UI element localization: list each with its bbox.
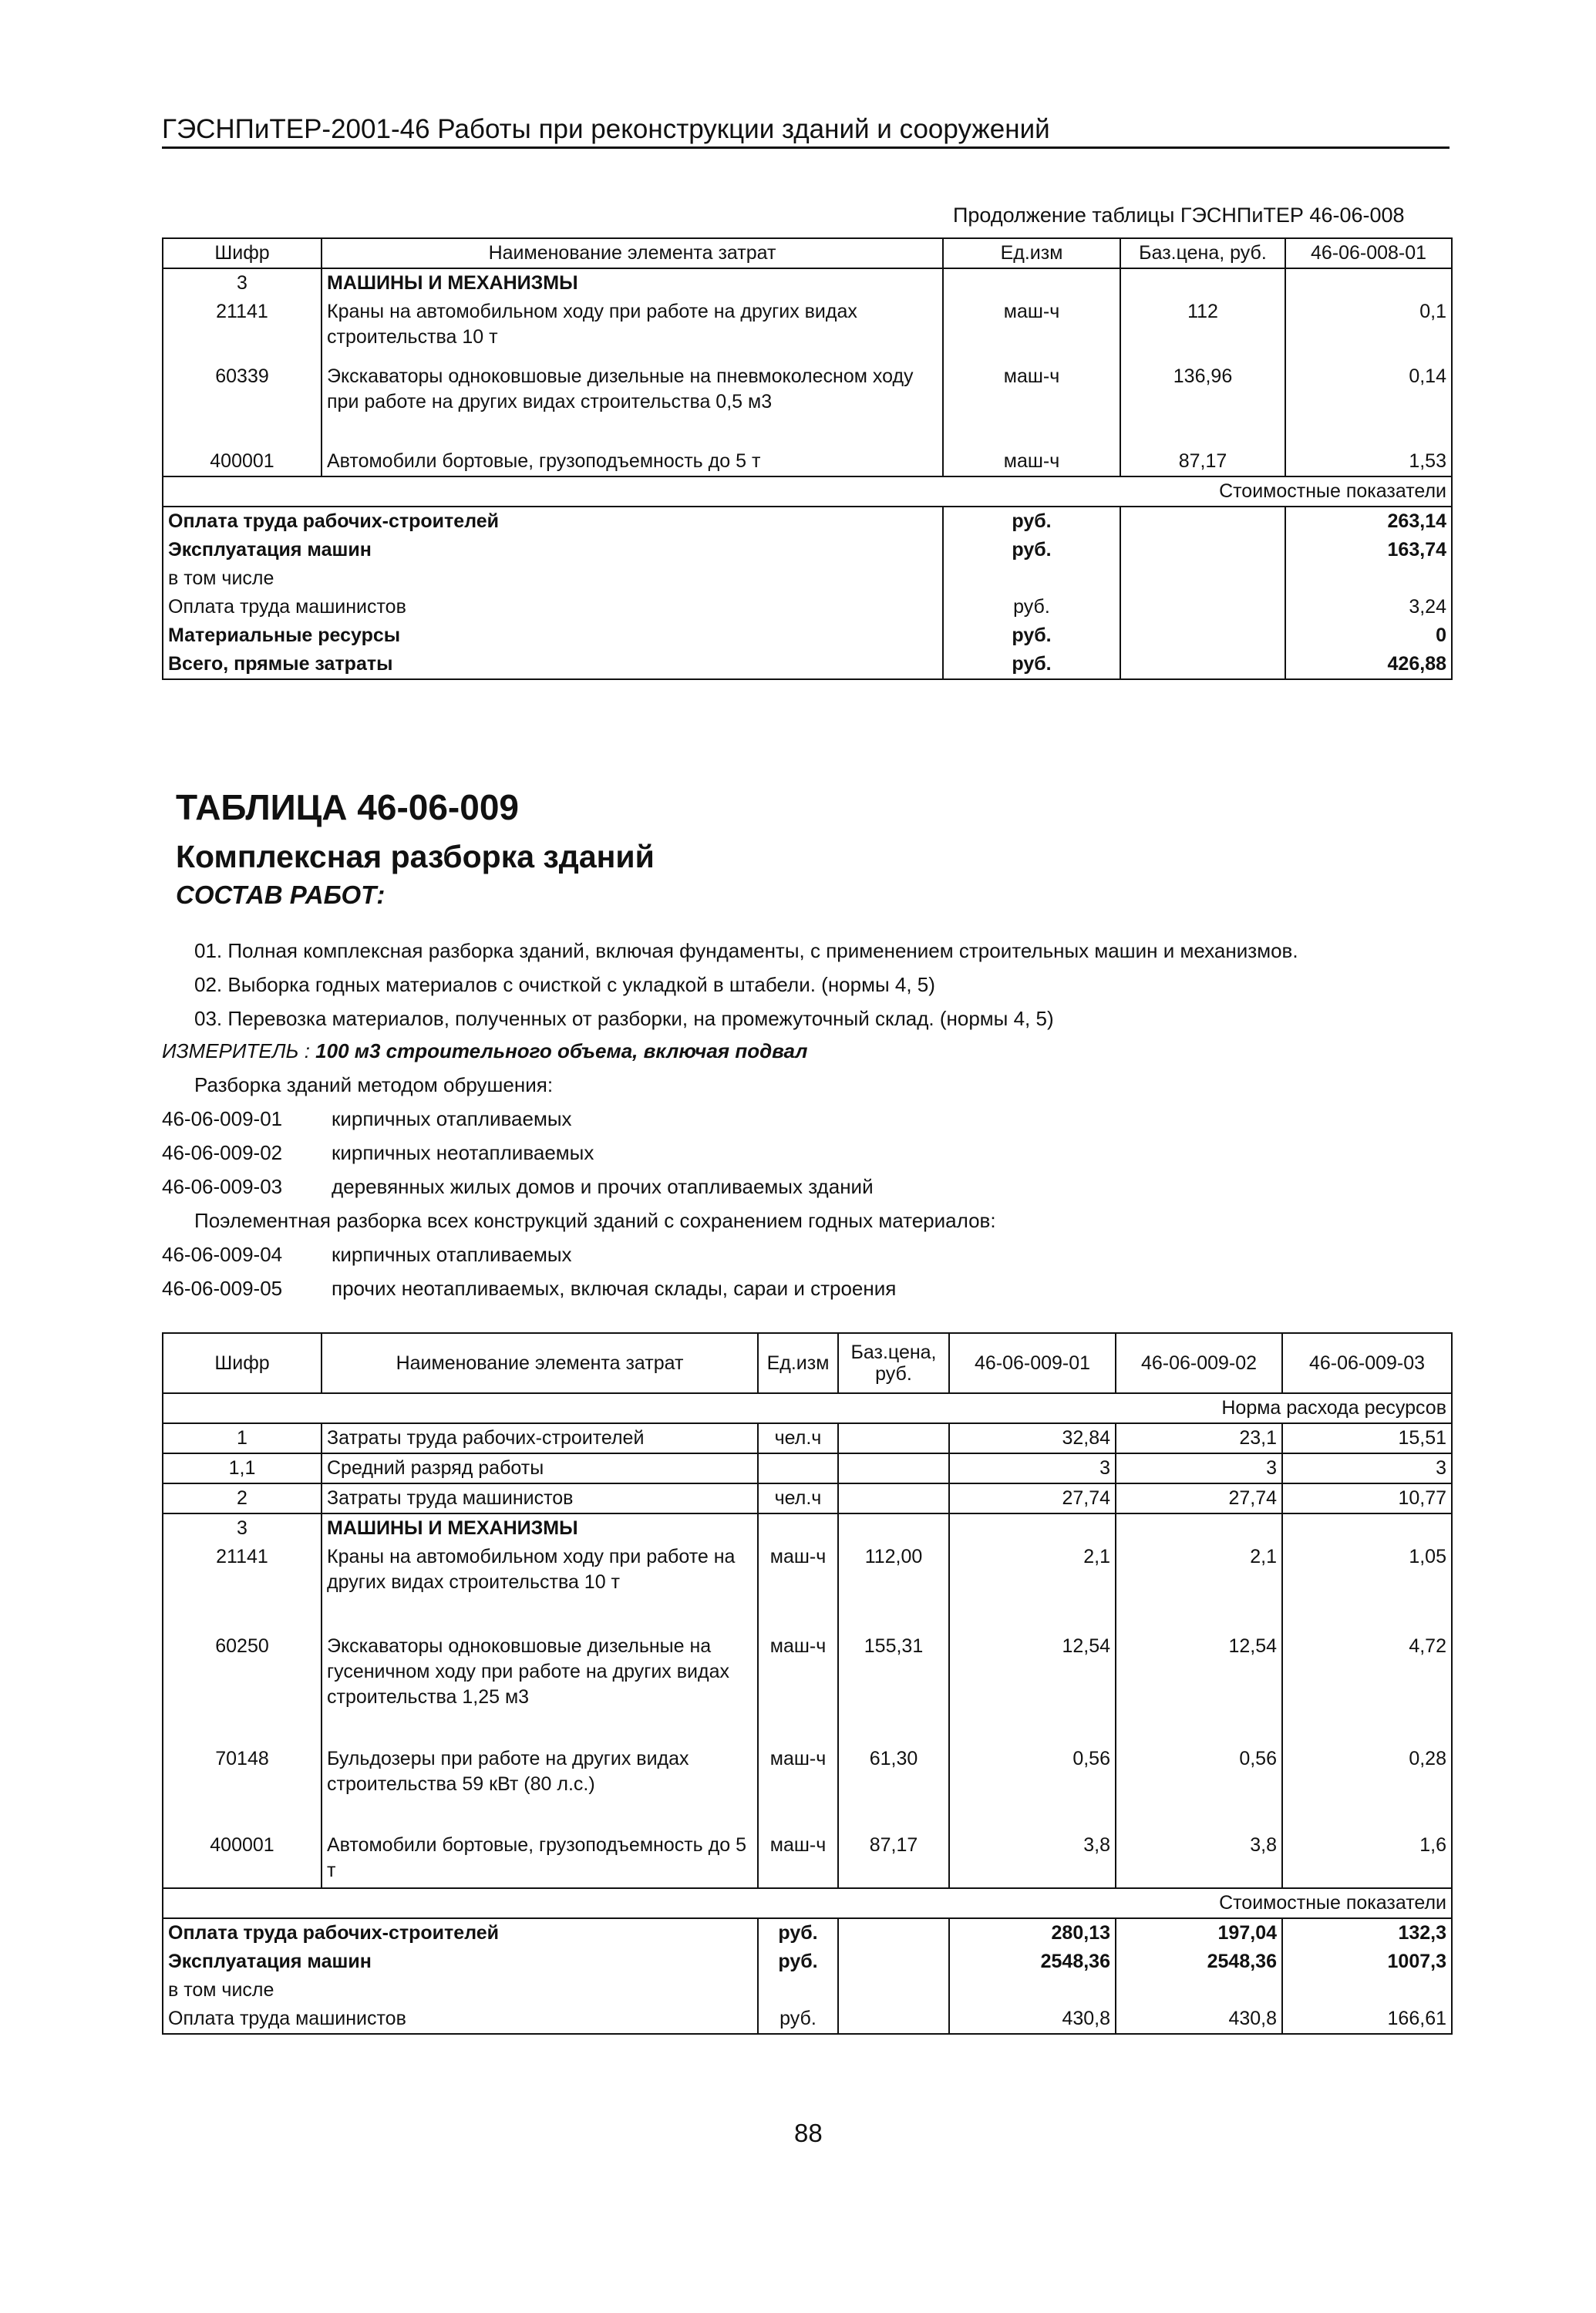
row-unit: чел.ч	[758, 1483, 838, 1513]
cost-unit: руб.	[943, 536, 1120, 564]
table-title: ТАБЛИЦА 46-06-009	[176, 787, 519, 827]
cost-value-3: 1007,3	[1282, 1948, 1452, 1976]
row-price: 87,17	[1120, 447, 1285, 476]
row-value-1: 0,56	[949, 1745, 1116, 1831]
table-row	[163, 1453, 1452, 1483]
header-cell: 46-06-009-03	[1282, 1333, 1452, 1393]
row-unit: маш-ч	[943, 298, 1120, 362]
row-value-1: 12,54	[949, 1632, 1116, 1745]
cost-value-1: 430,8	[949, 2005, 1116, 2034]
row-name: Автомобили бортовые, грузоподъемность до 5 т	[322, 1831, 758, 1888]
section-title: МАШИНЫ И МЕХАНИЗМЫ	[322, 1513, 758, 1543]
cost-row	[163, 507, 1452, 536]
row-code: 21141	[163, 298, 322, 362]
table-continuation-label: Продолжение таблицы ГЭСНПиТЕР 46-06-008	[953, 204, 1405, 227]
header-cell: Баз.цена, руб.	[838, 1333, 949, 1393]
table-row	[163, 1483, 1452, 1513]
row-name: Затраты труда рабочих-строителей	[322, 1423, 758, 1453]
row-value-2: 2,1	[1116, 1543, 1282, 1632]
row-code: 400001	[163, 1831, 322, 1888]
cost-name: в том числе	[163, 1976, 758, 2005]
cost-unit: руб.	[758, 2005, 838, 2034]
group2-desc: кирпичных отапливаемых	[332, 1243, 572, 1266]
cost-name: Оплата труда рабочих-строителей	[163, 1918, 758, 1948]
header-cell: Ед.изм	[758, 1333, 838, 1393]
group2-title: Поэлементная разборка всех конструкций зданий с сохранением годных материалов:	[194, 1209, 996, 1232]
cost-value: 0	[1285, 621, 1452, 650]
cost-row	[163, 2005, 1452, 2034]
cost-unit: руб.	[943, 650, 1120, 679]
row-value-3: 1,6	[1282, 1831, 1452, 1888]
measure-label: ИЗМЕРИТЕЛЬ :	[162, 1039, 310, 1062]
norm-header-row	[163, 1393, 1452, 1423]
header-divider	[162, 146, 1450, 149]
row-name: Средний разряд работы	[322, 1453, 758, 1483]
group2-code: 46-06-009-04	[162, 1243, 283, 1266]
row-price: 136,96	[1120, 362, 1285, 447]
row-value-3: 1,05	[1282, 1543, 1452, 1632]
group1-desc: кирпичных отапливаемых	[332, 1107, 572, 1130]
cost-value-1: 2548,36	[949, 1948, 1116, 1976]
row-value-3: 10,77	[1282, 1483, 1452, 1513]
row-value-3: 3	[1282, 1453, 1452, 1483]
row-unit: маш-ч	[758, 1543, 838, 1632]
cost-header: Стоимостные показатели	[163, 476, 1452, 507]
cost-unit: руб.	[943, 593, 1120, 621]
page-header: ГЭСНПиТЕР-2001-46 Работы при реконструкции зданий и сооружений	[162, 114, 1050, 144]
group1-code: 46-06-009-01	[162, 1107, 283, 1130]
row-unit: маш-ч	[758, 1632, 838, 1745]
cost-value-2: 2548,36	[1116, 1948, 1282, 1976]
header-cell: Ед.изм	[943, 238, 1120, 268]
row-code: 1	[163, 1423, 322, 1453]
section-code: 3	[163, 268, 322, 298]
cost-unit: руб.	[943, 507, 1120, 536]
row-value-2: 3,8	[1116, 1831, 1282, 1888]
row-unit: маш-ч	[758, 1831, 838, 1888]
row-name: Затраты труда машинистов	[322, 1483, 758, 1513]
row-value-3: 4,72	[1282, 1632, 1452, 1745]
cost-row	[163, 1976, 1452, 2005]
row-name: Краны на автомобильном ходу при работе на других видах строительства 10 т	[322, 1543, 758, 1632]
row-value: 1,53	[1285, 447, 1452, 476]
cost-value-3: 132,3	[1282, 1918, 1452, 1948]
cost-header-row	[163, 476, 1452, 507]
row-value: 0,1	[1285, 298, 1452, 362]
row-value-1: 27,74	[949, 1483, 1116, 1513]
row-unit: чел.ч	[758, 1423, 838, 1453]
cost-value: 163,74	[1285, 536, 1452, 564]
table-46-06-008	[162, 237, 1453, 680]
table-row	[163, 298, 1452, 362]
work-item: 01. Полная комплексная разборка зданий, включая фундаменты, с применением строительных машин и механизмов.	[194, 939, 1298, 962]
row-value-3: 15,51	[1282, 1423, 1452, 1453]
cost-name: Оплата труда машинистов	[163, 2005, 758, 2034]
cost-row	[163, 1948, 1452, 1976]
table-row	[163, 447, 1452, 476]
row-code: 400001	[163, 447, 322, 476]
row-code: 60250	[163, 1632, 322, 1745]
cost-name: Материальные ресурсы	[163, 621, 943, 650]
row-value-2: 27,74	[1116, 1483, 1282, 1513]
work-heading: СОСТАВ РАБОТ:	[176, 880, 386, 909]
table-header-row	[163, 238, 1452, 268]
cost-header-row	[163, 1888, 1452, 1918]
row-name: Экскаваторы одноковшовые дизельные на гусеничном ходу при работе на других видах строительства 1,25 м3	[322, 1632, 758, 1745]
work-item: 03. Перевозка материалов, полученных от разборки, на промежуточный склад. (нормы 4, 5)	[194, 1007, 1054, 1030]
header-cell: 46-06-009-02	[1116, 1333, 1282, 1393]
table-row	[163, 1831, 1452, 1888]
row-unit: маш-ч	[943, 447, 1120, 476]
header-cell: Наименование элемента затрат	[322, 1333, 758, 1393]
cost-unit: руб.	[943, 621, 1120, 650]
table-row	[163, 1423, 1452, 1453]
row-price: 155,31	[838, 1632, 949, 1745]
group1-code: 46-06-009-03	[162, 1175, 283, 1198]
row-value: 0,14	[1285, 362, 1452, 447]
header-cell: Шифр	[163, 238, 322, 268]
group2-desc: прочих неотапливаемых, включая склады, сараи и строения	[332, 1277, 897, 1300]
row-unit	[758, 1453, 838, 1483]
row-code: 21141	[163, 1543, 322, 1632]
cost-row	[163, 536, 1452, 564]
cost-value-2: 197,04	[1116, 1918, 1282, 1948]
row-price: 87,17	[838, 1831, 949, 1888]
cost-value-1: 280,13	[949, 1918, 1116, 1948]
section-row	[163, 1513, 1452, 1543]
group1-code: 46-06-009-02	[162, 1141, 283, 1164]
row-price: 112,00	[838, 1543, 949, 1632]
row-price: 61,30	[838, 1745, 949, 1831]
measure-line	[162, 1039, 807, 1063]
cost-name: в том числе	[163, 564, 943, 593]
table-row	[163, 1543, 1452, 1632]
row-code: 1,1	[163, 1453, 322, 1483]
cost-value: 3,24	[1285, 593, 1452, 621]
cost-name: Оплата труда машинистов	[163, 593, 943, 621]
row-price	[838, 1423, 949, 1453]
row-unit: маш-ч	[758, 1745, 838, 1831]
header-cell: Баз.цена, руб.	[1120, 238, 1285, 268]
cost-row	[163, 564, 1452, 593]
cost-row	[163, 593, 1452, 621]
row-code: 60339	[163, 362, 322, 447]
cost-header: Стоимостные показатели	[163, 1888, 1452, 1918]
row-value-1: 3	[949, 1453, 1116, 1483]
table-row	[163, 1745, 1452, 1831]
cost-row	[163, 1918, 1452, 1948]
section-row	[163, 268, 1452, 298]
cost-name: Эксплуатация машин	[163, 1948, 758, 1976]
norm-header: Норма расхода ресурсов	[163, 1393, 1452, 1423]
table-subtitle: Комплексная разборка зданий	[176, 839, 655, 874]
cost-value-3: 166,61	[1282, 2005, 1452, 2034]
row-value-2: 23,1	[1116, 1423, 1282, 1453]
row-name: Бульдозеры при работе на других видах строительства 59 кВт (80 л.с.)	[322, 1745, 758, 1831]
table-row	[163, 362, 1452, 447]
table-row	[163, 1632, 1452, 1745]
row-code: 2	[163, 1483, 322, 1513]
row-value-1: 2,1	[949, 1543, 1116, 1632]
header-cell: 46-06-008-01	[1285, 238, 1452, 268]
row-value-2: 3	[1116, 1453, 1282, 1483]
work-item: 02. Выборка годных материалов с очисткой с укладкой в штабели. (нормы 4, 5)	[194, 973, 935, 996]
cost-value: 263,14	[1285, 507, 1452, 536]
cost-unit: руб.	[758, 1918, 838, 1948]
page-number: 88	[794, 2119, 823, 2147]
header-cell: 46-06-009-01	[949, 1333, 1116, 1393]
cost-row	[163, 621, 1452, 650]
cost-unit: руб.	[758, 1948, 838, 1976]
row-price	[838, 1483, 949, 1513]
section-title: МАШИНЫ И МЕХАНИЗМЫ	[322, 268, 943, 298]
cost-row	[163, 650, 1452, 679]
row-value-3: 0,28	[1282, 1745, 1452, 1831]
row-code: 70148	[163, 1745, 322, 1831]
table-header-row	[163, 1333, 1452, 1393]
row-value-2: 0,56	[1116, 1745, 1282, 1831]
cost-name: Всего, прямые затраты	[163, 650, 943, 679]
row-value-1: 32,84	[949, 1423, 1116, 1453]
header-cell: Наименование элемента затрат	[322, 238, 943, 268]
group1-desc: деревянных жилых домов и прочих отапливаемых зданий	[332, 1175, 874, 1198]
group2-code: 46-06-009-05	[162, 1277, 283, 1300]
row-price	[838, 1453, 949, 1483]
measure-value: 100 м3 строительного объема, включая подвал	[315, 1039, 808, 1062]
row-value-2: 12,54	[1116, 1632, 1282, 1745]
cost-name: Эксплуатация машин	[163, 536, 943, 564]
row-value-1: 3,8	[949, 1831, 1116, 1888]
row-name: Автомобили бортовые, грузоподъемность до 5 т	[322, 447, 943, 476]
cost-value-2: 430,8	[1116, 2005, 1282, 2034]
header-cell: Шифр	[163, 1333, 322, 1393]
row-name: Экскаваторы одноковшовые дизельные на пневмоколесном ходу при работе на других видах строительства 0,5 м3	[322, 362, 943, 447]
row-name: Краны на автомобильном ходу при работе на других видах строительства 10 т	[322, 298, 943, 362]
cost-name: Оплата труда рабочих-строителей	[163, 507, 943, 536]
row-price: 112	[1120, 298, 1285, 362]
cost-value: 426,88	[1285, 650, 1452, 679]
group1-desc: кирпичных неотапливаемых	[332, 1141, 594, 1164]
section-code: 3	[163, 1513, 322, 1543]
group1-title: Разборка зданий методом обрушения:	[194, 1073, 554, 1096]
row-unit: маш-ч	[943, 362, 1120, 447]
table-46-06-009	[162, 1332, 1453, 2035]
